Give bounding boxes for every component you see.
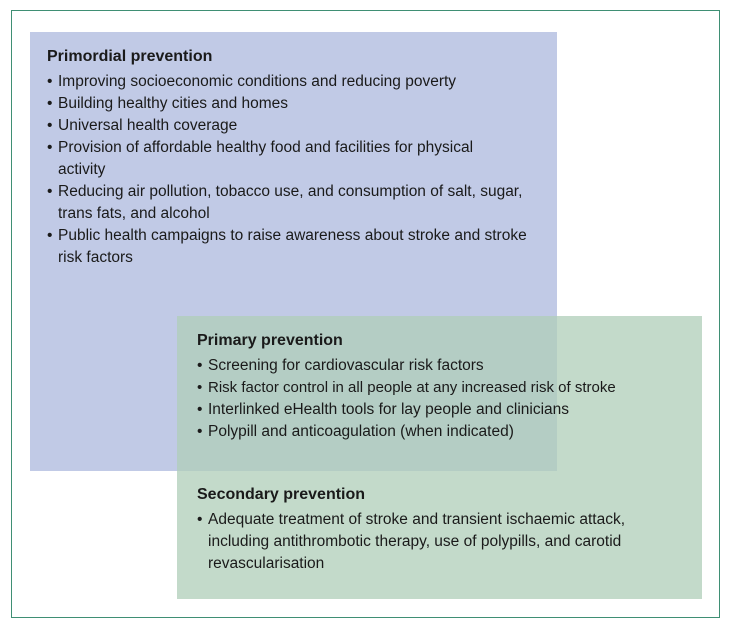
- list-item: • Reducing air pollution, tobacco use, and consumption of salt, sugar, trans fats, and alcohol: [47, 181, 538, 225]
- list-item: • Universal health coverage: [47, 115, 552, 137]
- list-item: • Building healthy cities and homes: [47, 93, 552, 115]
- list-item: • Improving socioeconomic conditions and reducing poverty: [47, 71, 552, 93]
- secondary-list: [197, 509, 697, 575]
- list-item: • Adequate treatment of stroke and transient ischaemic attack, including antithrombotic therapy, use of polypills, and carotid revascularisation: [197, 509, 688, 575]
- list-item: • Polypill and anticoagulation (when indicated): [197, 421, 697, 443]
- primary-list: [197, 355, 697, 443]
- secondary-heading: Secondary prevention: [197, 486, 366, 503]
- list-item: • Risk factor control in all people at any increased risk of stroke: [197, 377, 697, 399]
- primary-heading: Primary prevention: [197, 332, 343, 349]
- primordial-heading: Primordial prevention: [47, 48, 213, 65]
- primary-section: [197, 329, 697, 443]
- list-item: • Interlinked eHealth tools for lay people and clinicians: [197, 399, 697, 421]
- primordial-list: [47, 71, 552, 269]
- list-item: • Public health campaigns to raise awareness about stroke and stroke risk factors: [47, 225, 538, 269]
- list-item: • Provision of affordable healthy food and facilities for physical activity: [47, 137, 508, 181]
- secondary-section: [197, 483, 697, 575]
- primordial-section: [47, 45, 552, 269]
- list-item: • Screening for cardiovascular risk factors: [197, 355, 697, 377]
